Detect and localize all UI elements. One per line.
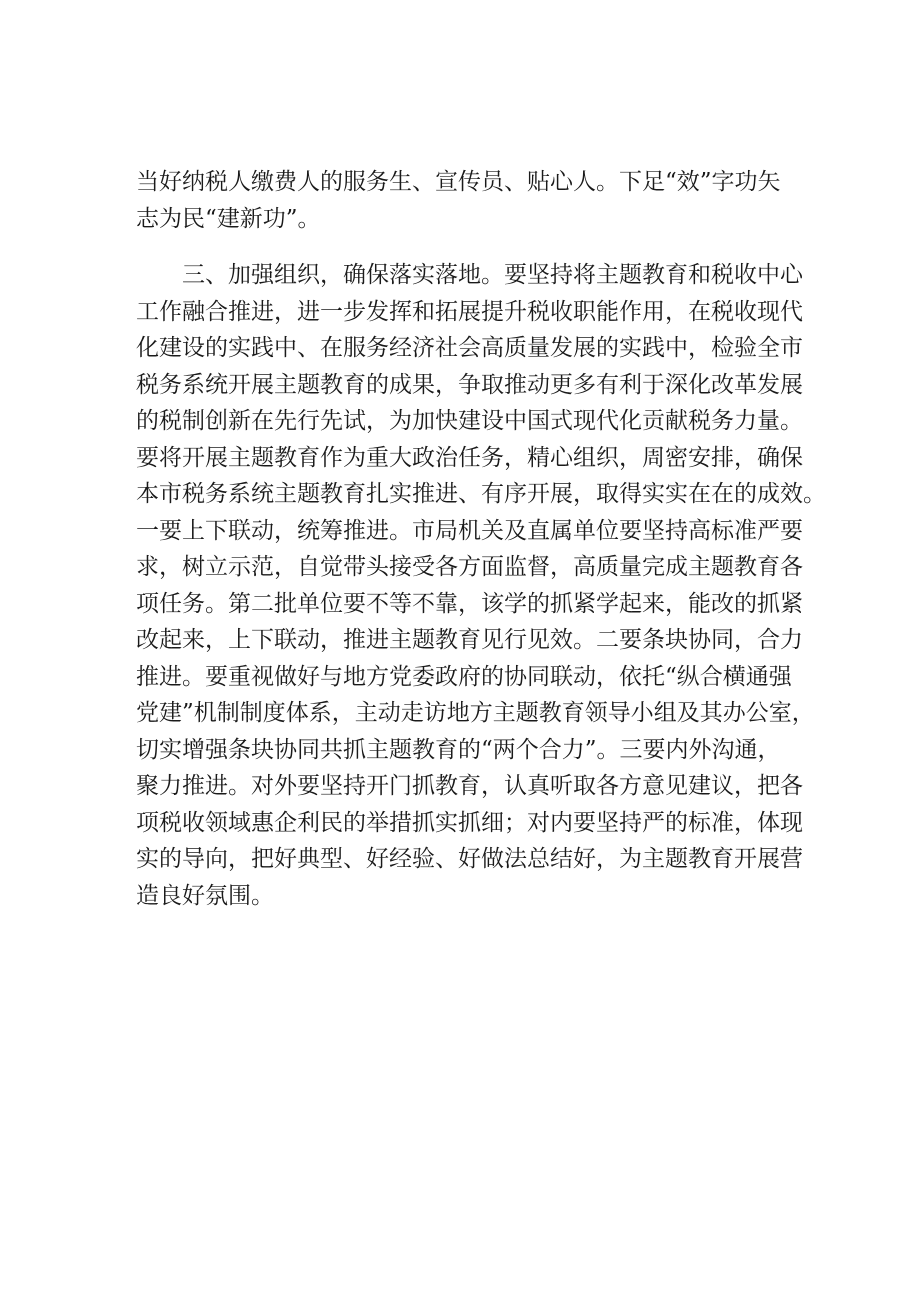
paragraph-line: 项任务。第二批单位要不等不靠，该学的抓紧学起来，能改的抓紧 bbox=[136, 590, 803, 617]
paragraph-line: 本市税务系统主题教育扎实推进、有序开展，取得实实在在的成效。 bbox=[136, 481, 826, 507]
paragraph-line: 推进。要重视做好与地方党委政府的协同联动，依托“纵合横通强 bbox=[136, 663, 792, 690]
paragraph-line: 一要上下联动，统筹推进。市局机关及直属单位要坚持高标准严要 bbox=[136, 517, 803, 544]
paragraph-line: 的税制创新在先行先试，为加快建设中国式现代化贡献税务力量。 bbox=[136, 408, 803, 434]
paragraph-line: 造良好氛围。 bbox=[136, 882, 274, 909]
paragraph-line: 改起来，上下联动，推进主题教育见行见效。二要条块协同，合力 bbox=[136, 627, 803, 653]
paragraph-line: 三、加强组织，确保落实落地。要坚持将主题教育和税收中心 bbox=[136, 262, 803, 288]
paragraph-line: 求，树立示范，自觉带头接受各方面监督，高质量完成主题教育各 bbox=[136, 554, 803, 580]
paragraph-line: 税务系统开展主题教育的成果，争取推动更多有利于深化改革发展 bbox=[136, 371, 803, 398]
paragraph-line: 当好纳税人缴费人的服务生、宣传员、贴心人。下足“效”字功矢 bbox=[136, 169, 781, 195]
paragraph-line: 化建设的实践中、在服务经济社会高质量发展的实践中，检验全市 bbox=[136, 335, 803, 361]
paragraph-line: 志为民“建新功”。 bbox=[136, 205, 321, 232]
paragraph-2 bbox=[136, 257, 826, 914]
paragraph-line: 项税收领域惠企利民的举措抓实抓细；对内要坚持严的标准，体现 bbox=[136, 809, 803, 836]
paragraph-line: 实的导向，把好典型、好经验、好做法总结好，为主题教育开展营 bbox=[136, 846, 803, 872]
paragraph-line: 党建”机制制度体系，主动走访地方主题教育领导小组及其办公室， bbox=[136, 700, 815, 726]
paragraph-1 bbox=[136, 164, 826, 237]
paragraph-line: 工作融合推进，进一步发挥和拓展提升税收职能作用，在税收现代 bbox=[136, 298, 803, 325]
paragraph-line: 聚力推进。对外要坚持开门抓教育，认真听取各方意见建议，把各 bbox=[136, 773, 803, 799]
paragraph-line: 切实增强条块协同共抓主题教育的“两个合力”。三要内外沟通， bbox=[136, 736, 781, 763]
paragraph-line: 要将开展主题教育作为重大政治任务，精心组织，周密安排，确保 bbox=[136, 444, 803, 471]
